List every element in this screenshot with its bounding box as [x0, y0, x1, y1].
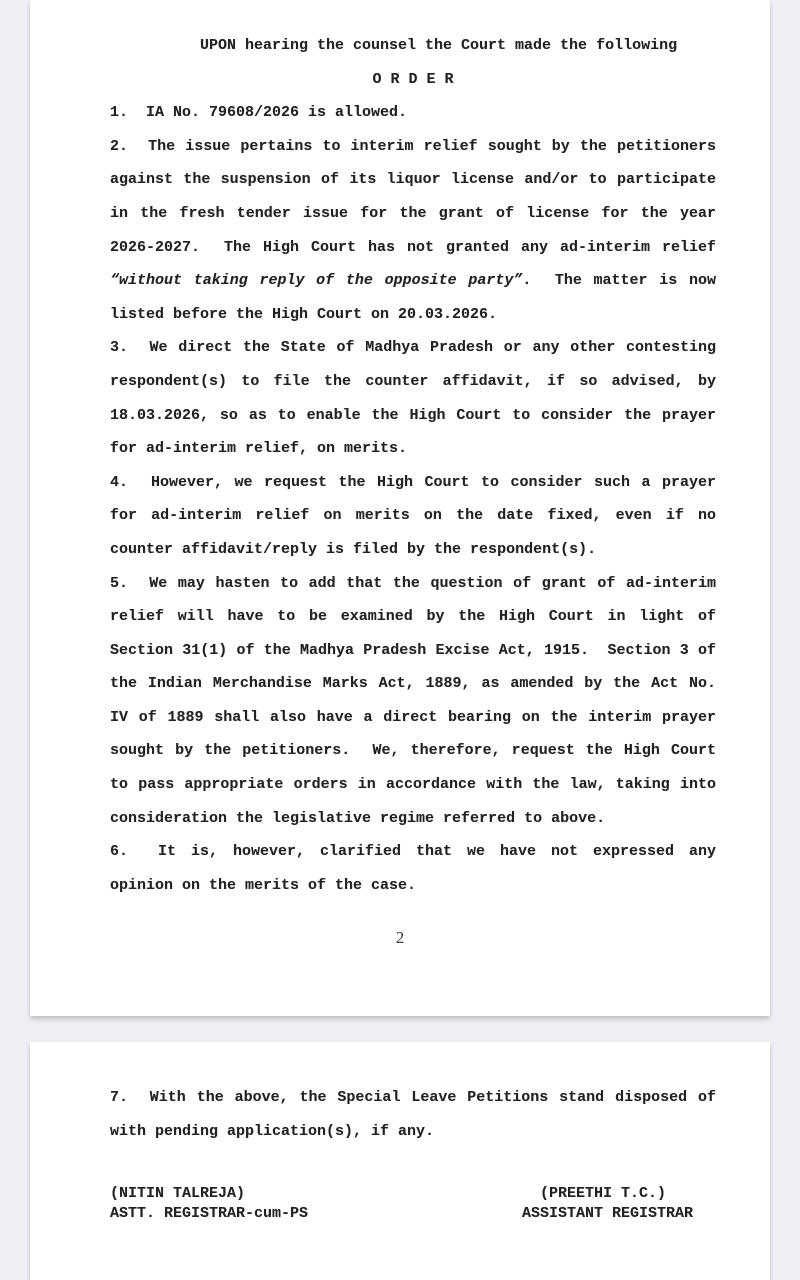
paragraph-2-line-5-rest: . The matter is now	[522, 272, 716, 290]
signatory-name-left: (NITIN TALREJA)	[110, 1185, 246, 1202]
paragraph-1: 1. IA No. 79608/2026 is allowed.	[110, 104, 408, 122]
paragraph-3-line-2: respondent(s) to file the counter affidavit, if so advised, by	[110, 372, 716, 390]
paragraph-5-line-8: consideration the legislative regime referred to above.	[110, 809, 606, 827]
paragraph-7-line-1: 7. With the above, the Special Leave Petitions stand disposed of	[110, 1089, 716, 1106]
signature-block-left	[110, 1184, 308, 1224]
paragraph-2-line-4: 2026-2027. The High Court has not granted any ad-interim relief	[110, 238, 716, 256]
signature-block-right	[522, 1184, 693, 1224]
paragraph-5-line-7: to pass appropriate orders in accordance with the law, taking into	[110, 776, 716, 794]
paragraph-4-line-3: counter affidavit/reply is filed by the respondent(s).	[110, 540, 597, 558]
page-2	[30, 1042, 770, 1280]
paragraph-3-line-1: 3. We direct the State of Madhya Pradesh or any other contesting	[110, 339, 716, 357]
paragraph-5-line-6: sought by the petitioners. We, therefore, request the High Court	[110, 742, 716, 760]
paragraph-5-line-2: relief will have to be examined by the High Court in light of	[110, 608, 716, 626]
paragraph-5-line-3: Section 31(1) of the Madhya Pradesh Excise Act, 1915. Section 3 of	[110, 641, 716, 659]
page-1	[30, 0, 770, 1016]
paragraph-4-line-1: 4. However, we request the High Court to consider such a prayer	[110, 473, 716, 491]
quoted-italic-text: “without taking reply of the opposite party”	[110, 272, 523, 290]
paragraph-3-line-4: for ad-interim relief, on merits.	[110, 440, 408, 458]
paragraph-2-line-3: in the fresh tender issue for the grant of license for the year	[110, 204, 716, 222]
page-2-content	[30, 1042, 770, 1148]
paragraph-7-line-2: with pending application(s), if any.	[110, 1122, 435, 1140]
paragraph-4-line-2: for ad-interim relief on merits on the date fixed, even if no	[110, 507, 716, 525]
paragraph-5-line-5: IV of 1889 shall also have a direct bearing on the interim prayer	[110, 708, 716, 726]
paragraph-2-line-2: against the suspension of its liquor license and/or to participate	[110, 171, 716, 189]
intro-line: UPON hearing the counsel the Court made the following	[200, 37, 678, 54]
paragraph-3-line-3: 18.03.2026, so as to enable the High Court to consider the prayer	[110, 406, 716, 424]
paragraph-6-line-2: opinion on the merits of the case.	[110, 876, 417, 894]
order-heading: O R D E R	[372, 70, 454, 88]
page-number: 2	[395, 928, 405, 947]
signatory-name-right: (PREETHI T.C.)	[540, 1185, 667, 1202]
paragraph-2-line-5	[110, 264, 716, 298]
signatory-title-left: ASTT. REGISTRAR-cum-PS	[110, 1205, 309, 1222]
paragraph-6-line-1: 6. It is, however, clarified that we have not expressed any	[110, 843, 716, 861]
signatory-title-right: ASSISTANT REGISTRAR	[522, 1205, 694, 1222]
page-1-content	[30, 0, 770, 902]
paragraph-5-line-4: the Indian Merchandise Marks Act, 1889, as amended by the Act No.	[110, 675, 716, 693]
paragraph-2-line-6: listed before the High Court on 20.03.2026.	[110, 305, 498, 323]
paragraph-5-line-1: 5. We may hasten to add that the question of grant of ad-interim	[110, 574, 716, 592]
paragraph-2-line-1: 2. The issue pertains to interim relief sought by the petitioners	[110, 137, 716, 155]
